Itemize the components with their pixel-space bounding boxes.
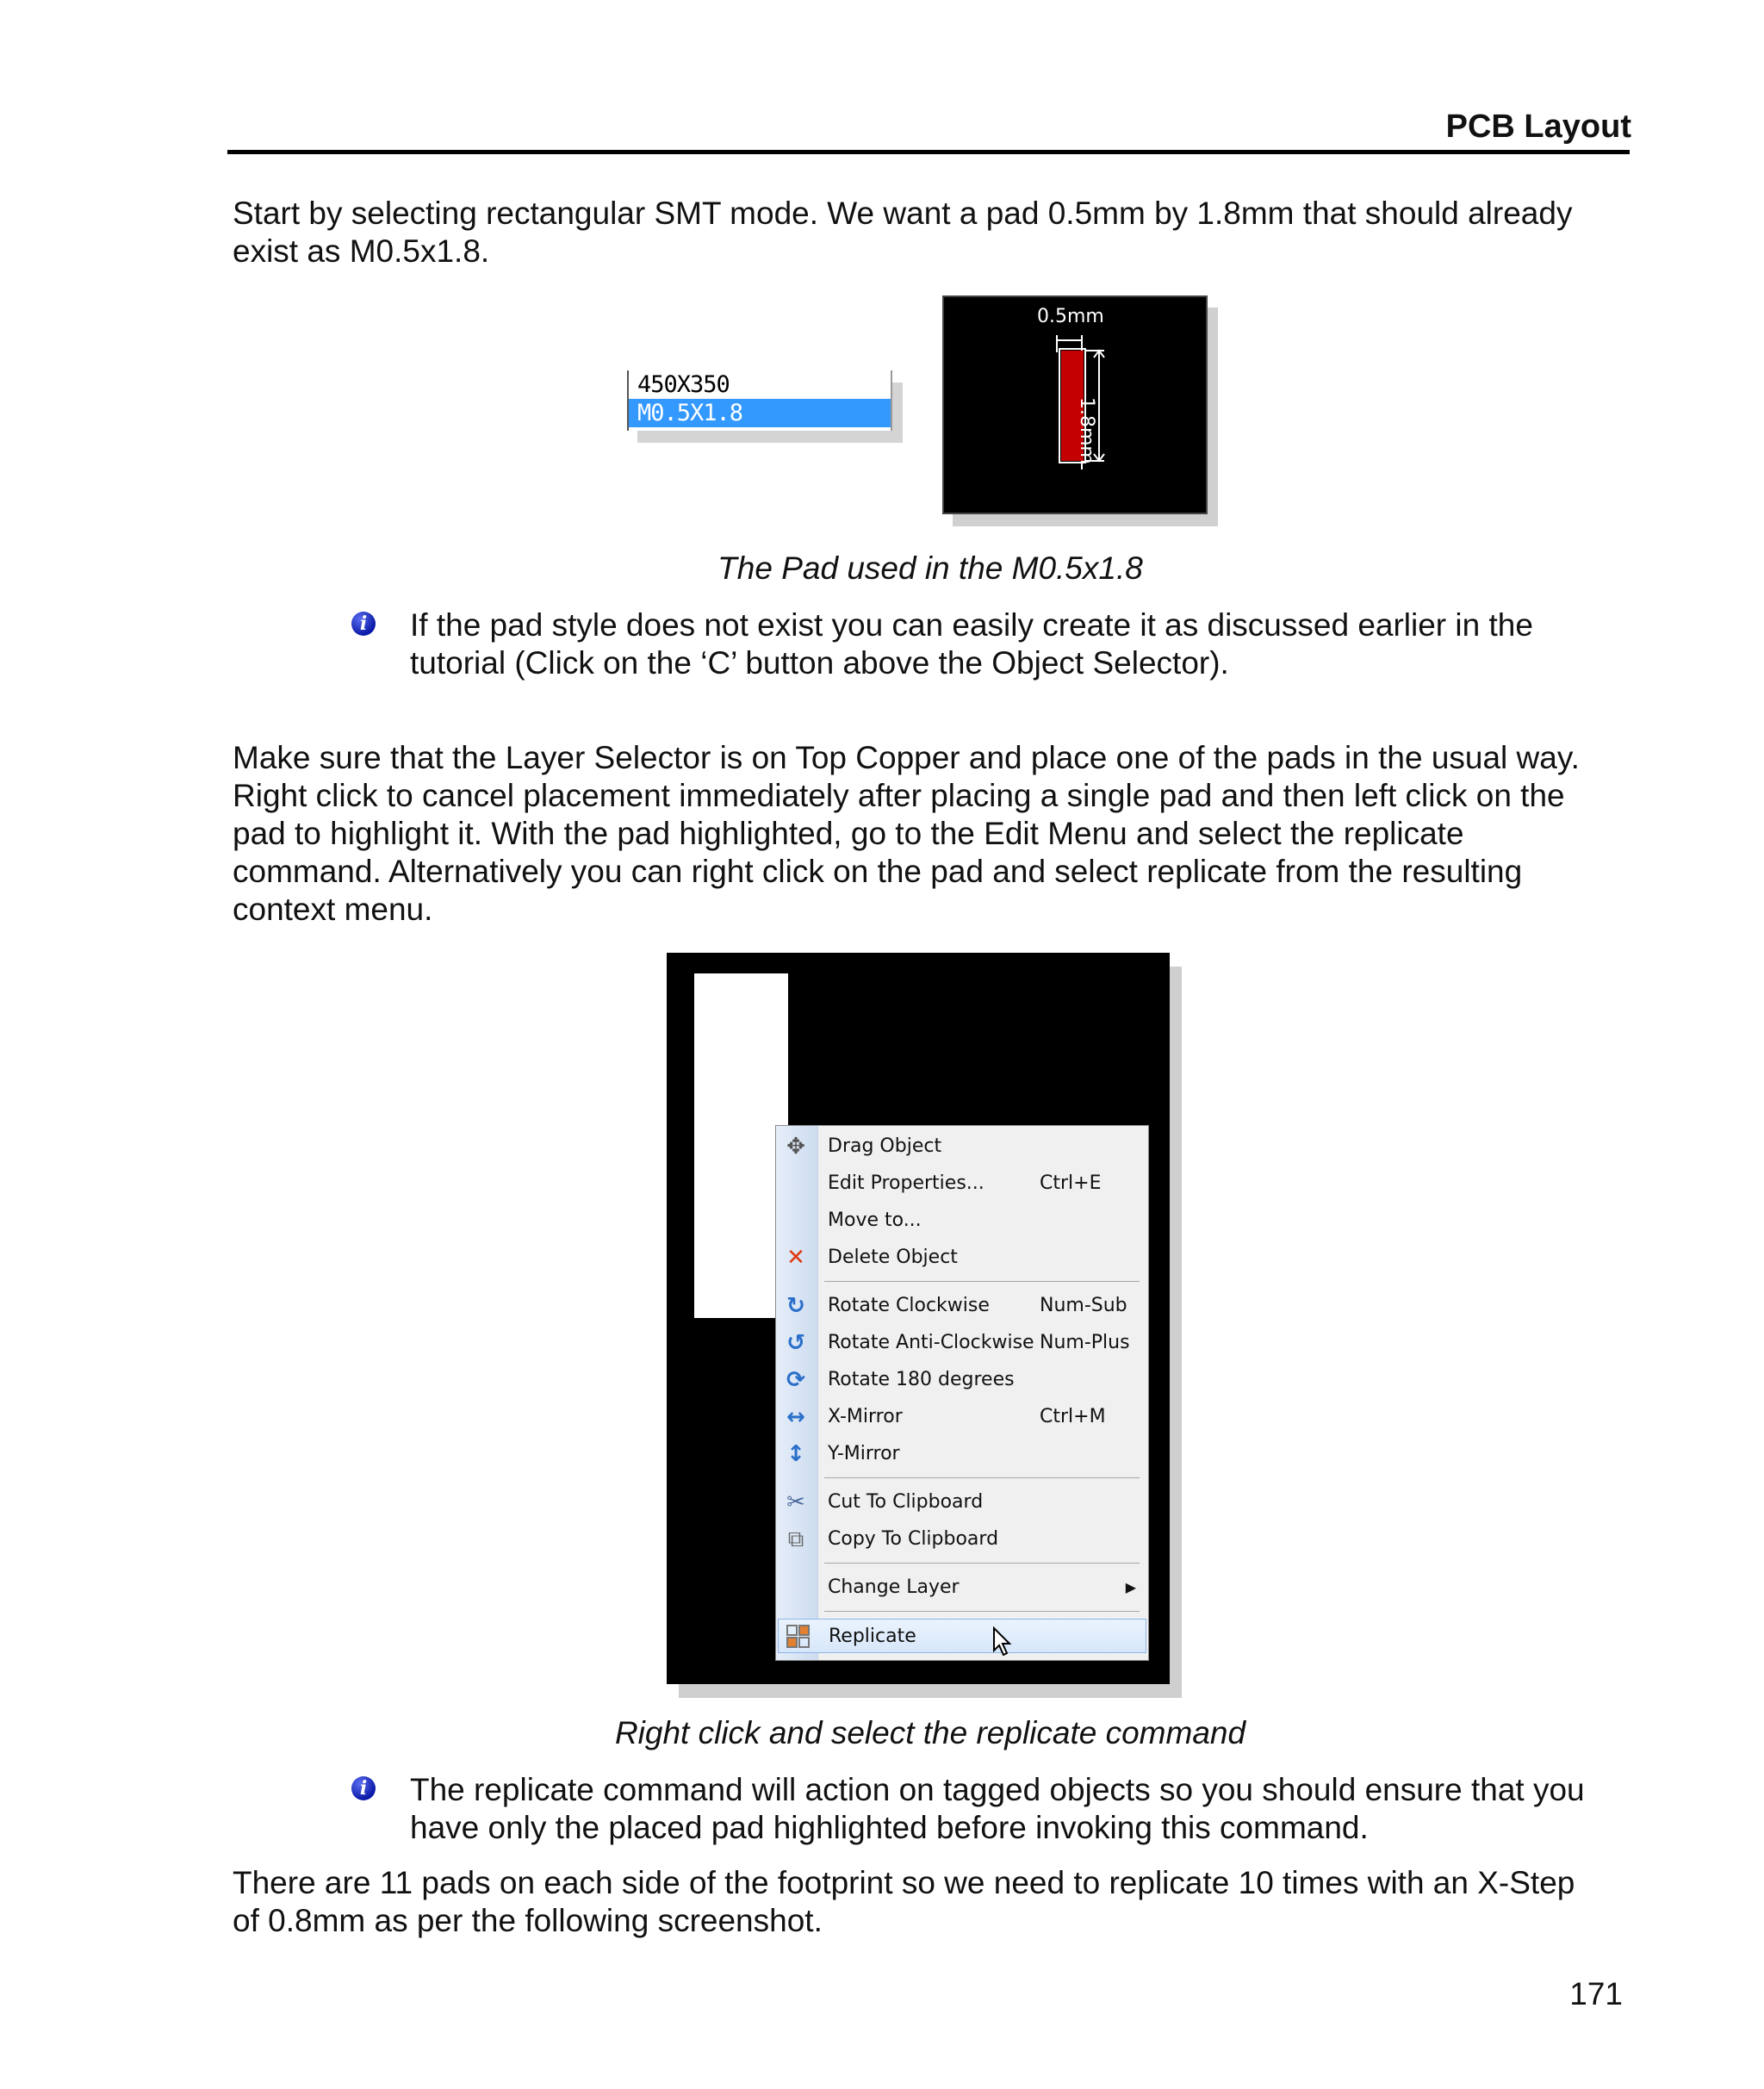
menu-item-label: Edit Properties... [828,1172,984,1194]
menu-separator [824,1477,1140,1478]
paragraph-line: Right click to cancel placement immediately after placing a single pad and then left click on the [233,778,1565,813]
note-line: If the pad style does not exist you can easily create it as discussed earlier in the [410,607,1533,643]
rotate-cw-icon: ↻ [786,1293,805,1319]
menu-item-label: Drag Object [828,1135,942,1157]
menu-item-cut-to-clipboard[interactable] [776,1485,1148,1520]
menu-item-rotate-anticlockwise[interactable] [776,1326,1148,1360]
menu-item-copy-to-clipboard[interactable] [776,1522,1148,1557]
replicate-icon [784,1623,813,1651]
selector-item[interactable]: 450X350 [637,371,730,398]
y-mirror-icon: ↕ [786,1441,805,1467]
info-icon: i [351,1776,376,1800]
figure-caption: Right click and select the replicate command [614,1715,1246,1750]
menu-item-shortcut: Ctrl+M [1040,1406,1106,1427]
menu-item-rotate-clockwise[interactable] [776,1289,1148,1323]
pcb-screenshot [667,953,1170,1684]
menu-item-label: Rotate Clockwise [828,1295,990,1316]
object-selector-list [627,370,892,431]
mouse-cursor-icon [992,1626,1015,1657]
paragraph-line: command. Alternatively you can right click on the pad and select replicate from the resulting [233,854,1523,889]
menu-item-label: Cut To Clipboard [828,1491,984,1513]
body-paragraph [233,739,1645,929]
delete-x-icon: ✕ [786,1245,805,1271]
menu-item-label: Rotate Anti-Clockwise [828,1332,1034,1353]
menu-item-y-mirror[interactable] [776,1437,1148,1471]
menu-item-label: X-Mirror [828,1406,903,1427]
menu-item-shortcut: Num-Plus [1040,1332,1130,1353]
selector-item-selected[interactable]: M0.5X1.8 [629,399,891,427]
menu-item-label: Y-Mirror [828,1443,900,1464]
menu-item-label: Delete Object [828,1247,958,1268]
menu-item-drag-object[interactable] [776,1129,1148,1164]
header-rule [227,150,1630,154]
figure-caption: The Pad used in the M0.5x1.8 [717,550,1143,586]
submenu-arrow-icon: ▶ [1125,1579,1136,1595]
paragraph-line: Make sure that the Layer Selector is on Top Copper and place one of the pads in the usual way. [233,740,1580,775]
menu-item-edit-properties[interactable] [776,1166,1148,1201]
menu-item-change-layer[interactable] [776,1570,1148,1605]
page-number: 171 [1569,1976,1623,2011]
pad-width-label: 0.5mm [1037,306,1104,327]
paragraph-line: There are 11 pads on each side of the footprint so we need to replicate 10 times with an X-Step [233,1865,1575,1900]
x-mirror-icon: ↔ [786,1404,805,1430]
placed-pad[interactable] [694,973,788,1318]
intro-paragraph [233,195,1645,270]
paragraph-line: context menu. [233,892,433,927]
pad-height-label: 1.8mm [1076,397,1097,464]
info-note [410,606,1642,682]
menu-item-x-mirror[interactable] [776,1400,1148,1434]
copy-icon: ⧉ [787,1526,804,1552]
menu-separator [824,1563,1140,1564]
menu-item-label: Replicate [829,1626,916,1647]
menu-separator [824,1281,1140,1282]
menu-item-replicate[interactable] [778,1619,1146,1653]
rotate-180-icon: ⟳ [786,1367,805,1393]
move-icon: ✥ [786,1134,805,1160]
pad-preview-drawing [944,297,1206,513]
info-note [410,1771,1642,1847]
body-paragraph [233,1864,1645,1940]
menu-item-move-to[interactable] [776,1203,1148,1238]
menu-item-label: Move to... [828,1209,922,1231]
rotate-ccw-icon: ↺ [786,1330,805,1356]
info-icon: i [351,612,376,636]
note-line: The replicate command will action on tagged objects so you should ensure that you [410,1772,1585,1807]
menu-item-rotate-180[interactable] [776,1363,1148,1397]
menu-item-label: Rotate 180 degrees [828,1369,1015,1390]
menu-item-label: Change Layer [828,1576,960,1598]
note-line: tutorial (Click on the ‘C’ button above the Object Selector). [410,645,1229,681]
page-header-title: PCB Layout [1445,109,1631,145]
menu-separator [824,1611,1140,1612]
paragraph-line: pad to highlight it. With the pad highlighted, go to the Edit Menu and select the replicate [233,816,1464,851]
intro-line: Start by selecting rectangular SMT mode. We want a pad 0.5mm by 1.8mm that should already [233,196,1573,231]
context-menu [775,1125,1149,1661]
menu-item-shortcut: Ctrl+E [1040,1172,1102,1194]
menu-item-shortcut: Num-Sub [1040,1295,1127,1316]
intro-line: exist as M0.5x1.8. [233,233,490,269]
pad-preview [942,295,1208,514]
paragraph-line: of 0.8mm as per the following screenshot. [233,1903,823,1938]
menu-item-delete-object[interactable] [776,1240,1148,1275]
scissors-icon: ✂ [786,1489,805,1515]
menu-item-label: Copy To Clipboard [828,1528,999,1550]
note-line: have only the placed pad highlighted before invoking this command. [410,1810,1369,1845]
